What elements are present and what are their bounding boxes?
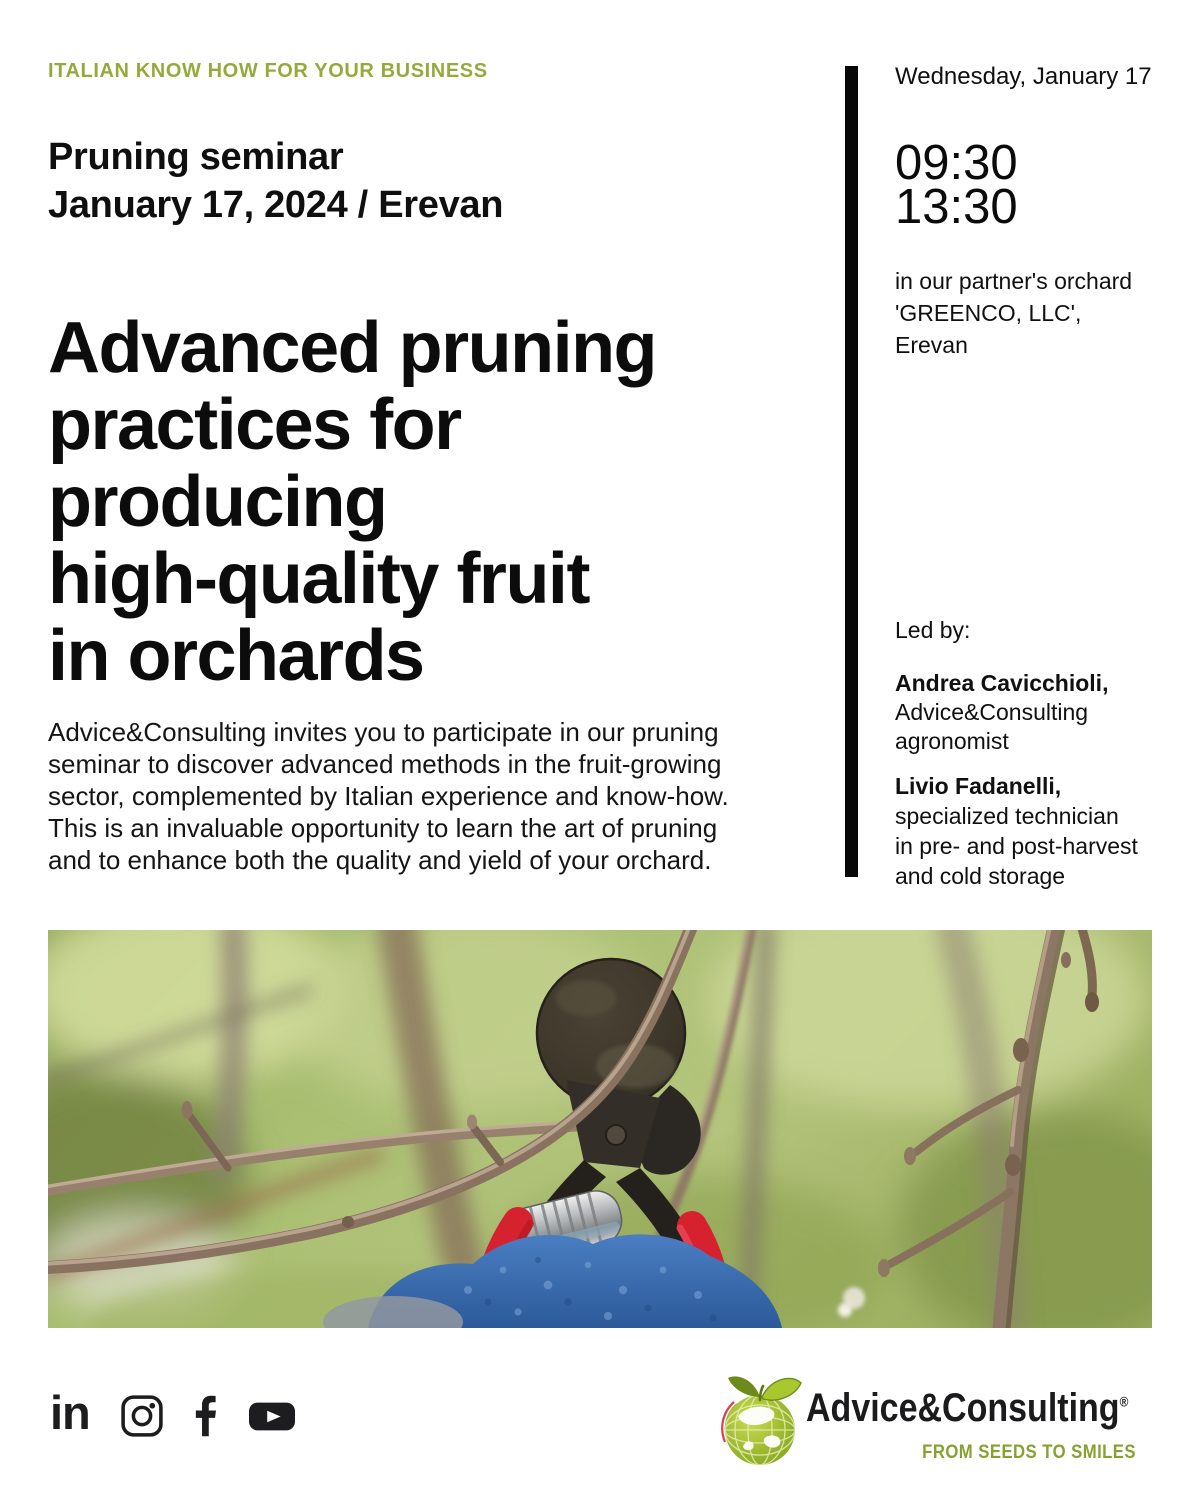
seminar-title: Pruning seminar January 17, 2024 / Erevan [48,136,504,226]
company-wordmark: Advice&Consulting® [806,1386,1129,1430]
orchard-pruning-photo [48,930,1152,1328]
speaker-2-role: specialized technician in pre- and post-harvest and cold storage [895,803,1138,889]
end-time: 13:30 [895,180,1018,234]
youtube-icon[interactable] [249,1396,295,1436]
speaker-1 [895,669,1163,756]
main-headline: Advanced pruning practices for producing high-quality fruit in orchards [48,308,657,696]
social-links [50,1386,295,1440]
registered-mark: ® [1119,1393,1129,1410]
start-time: 09:30 [895,136,1018,190]
speaker-2 [895,771,1163,891]
eyebrow-tagline: ITALIAN KNOW HOW FOR YOUR BUSINESS [48,60,488,82]
led-by-label: Led by: [895,617,971,643]
speaker-2-name: Livio Fadanelli, [895,773,1062,799]
event-location: in our partner's orchard 'GREENCO, LLC', Erevan [895,268,1133,358]
vertical-divider [845,66,858,877]
event-date: Wednesday, January 17 [895,63,1152,90]
facebook-icon[interactable] [194,1394,218,1438]
instagram-icon[interactable] [121,1395,163,1437]
linkedin-icon[interactable]: in [50,1386,90,1439]
pruning-shears-illustration [48,930,1152,1328]
company-tagline: FROM SEEDS TO SMILES [922,1442,1136,1463]
speaker-1-role: Advice&Consulting agronomist [895,699,1089,754]
schedule-column [895,63,1163,891]
intro-paragraph: Advice&Consulting invites you to participate in our pruning seminar to discover advanced methods in the fruit-growing sector, complemented by Italian experience and know-how. This is an invaluable opportunity to learn the art of pruning and to enhance both the quality and yield of your orchard. [48,717,729,875]
company-logo-apple-globe-icon [710,1370,810,1470]
speaker-1-name: Andrea Cavicchioli, [895,670,1109,696]
event-times [895,136,1163,234]
